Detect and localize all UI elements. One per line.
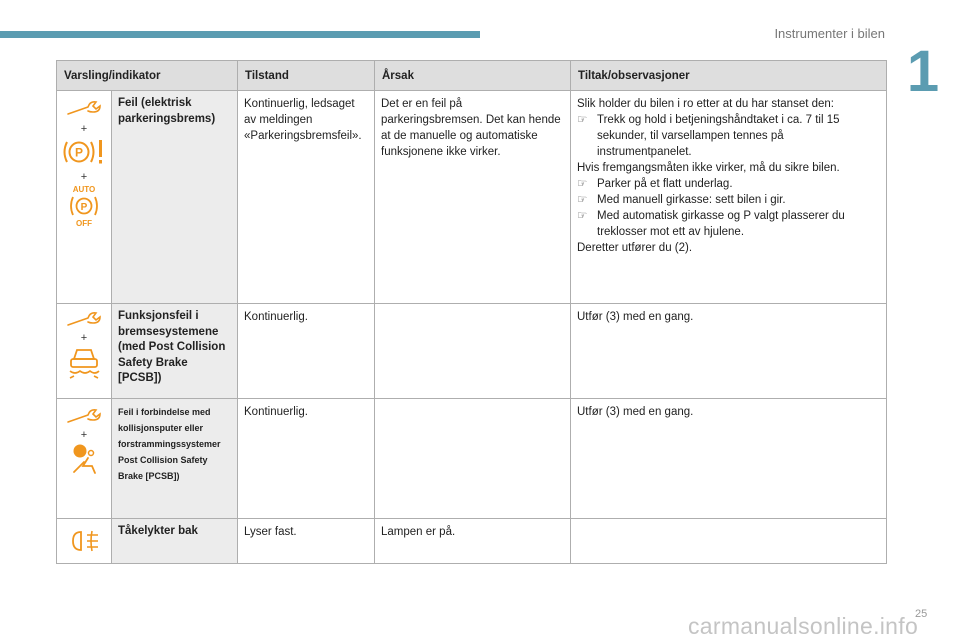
action-step: ☞ Med automatisk girkasse og P valgt plasserer du treklosser mot ett av hjulene. — [577, 210, 845, 238]
col-header-action: Tiltak/observasjoner — [571, 61, 887, 91]
action-cell: Utfør (3) med en gang. — [571, 399, 887, 519]
plus-sign: + — [80, 171, 88, 183]
indicator-icons — [57, 91, 112, 304]
action-cell — [571, 519, 887, 564]
top-accent-bar — [0, 31, 480, 38]
condition-cell: Kontinuerlig, ledsaget av meldingen «Parkeringsbremsfeil». — [238, 91, 375, 304]
wrench-icon — [66, 310, 102, 330]
action-step: ☞ Parker på et flatt underlag. — [577, 178, 733, 190]
plus-sign: + — [80, 429, 88, 441]
chapter-title: Instrumenter i bilen — [774, 26, 885, 41]
action-step: ☞ Med manuell girkasse: sett bilen i gir. — [577, 194, 786, 206]
rear-fog-light-icon — [67, 529, 101, 553]
table-header-row — [57, 61, 887, 91]
auto-p-off-icon — [64, 184, 104, 228]
indicator-name: Tåkelykter bak — [112, 519, 238, 564]
warning-indicator-table — [56, 60, 887, 564]
condition-cell: Lyser fast. — [238, 519, 375, 564]
chapter-number: 1 — [906, 39, 940, 104]
cause-cell: Det er en feil på parkeringsbremsen. Det kan hende at de manuelle og automatiske funksjonene ikke virker. — [375, 91, 571, 304]
svg-text:AUTO: AUTO — [72, 185, 96, 194]
action-middle: Hvis fremgangsmåten ikke virker, må du sikre bilen. — [577, 162, 840, 174]
svg-text:OFF: OFF — [76, 219, 92, 228]
airbag-icon — [66, 442, 102, 476]
table-row — [57, 519, 887, 564]
indicator-icons — [57, 399, 112, 519]
cause-cell: Lampen er på. — [375, 519, 571, 564]
indicator-name: Feil i forbindelse med kollisjonsputer eller forstrammingssystemer Post Collision Safety Brake [PCSB]) — [112, 399, 238, 519]
svg-text:P: P — [74, 145, 84, 160]
svg-text:P: P — [80, 202, 88, 213]
finger-pointer-icon: ☞ — [577, 114, 588, 126]
watermark: carmanualsonline.info — [688, 613, 919, 639]
indicator-name: Feil (elektrisk parkeringsbrems) — [112, 91, 238, 304]
indicator-name: Funksjonsfeil i bremsesystemene (med Post Collision Safety Brake [PCSB]) — [112, 304, 238, 399]
col-header-indicator: Varsling/indikator — [57, 61, 238, 91]
table-row — [57, 399, 887, 519]
cause-cell — [375, 304, 571, 399]
cause-cell — [375, 399, 571, 519]
action-cell — [571, 91, 887, 304]
condition-cell: Kontinuerlig. — [238, 304, 375, 399]
action-intro: Slik holder du bilen i ro etter at du har stanset den: — [577, 98, 834, 110]
condition-cell: Kontinuerlig. — [238, 399, 375, 519]
finger-pointer-icon: ☞ — [577, 178, 588, 190]
action-outro: Deretter utfører du (2). — [577, 242, 693, 254]
action-step: ☞ Trekk og hold i betjeningshåndtaket i ca. 7 til 15 sekunder, til varsellampen tennes på instrumentpanelet. — [577, 114, 840, 158]
parking-brake-fault-icon — [61, 136, 107, 168]
wrench-icon — [66, 407, 102, 427]
pcsb-collision-icon — [66, 345, 102, 379]
action-cell: Utfør (3) med en gang. — [571, 304, 887, 399]
wrench-icon — [66, 99, 102, 119]
finger-pointer-icon: ☞ — [577, 210, 588, 222]
indicator-icons — [57, 519, 112, 564]
indicator-icons — [57, 304, 112, 399]
plus-sign: + — [80, 332, 88, 344]
page-number: 25 — [915, 608, 928, 620]
col-header-cause: Årsak — [375, 61, 571, 91]
plus-sign: + — [80, 123, 88, 135]
col-header-condition: Tilstand — [238, 61, 375, 91]
table-row — [57, 304, 887, 399]
table-row — [57, 91, 887, 304]
finger-pointer-icon: ☞ — [577, 194, 588, 206]
